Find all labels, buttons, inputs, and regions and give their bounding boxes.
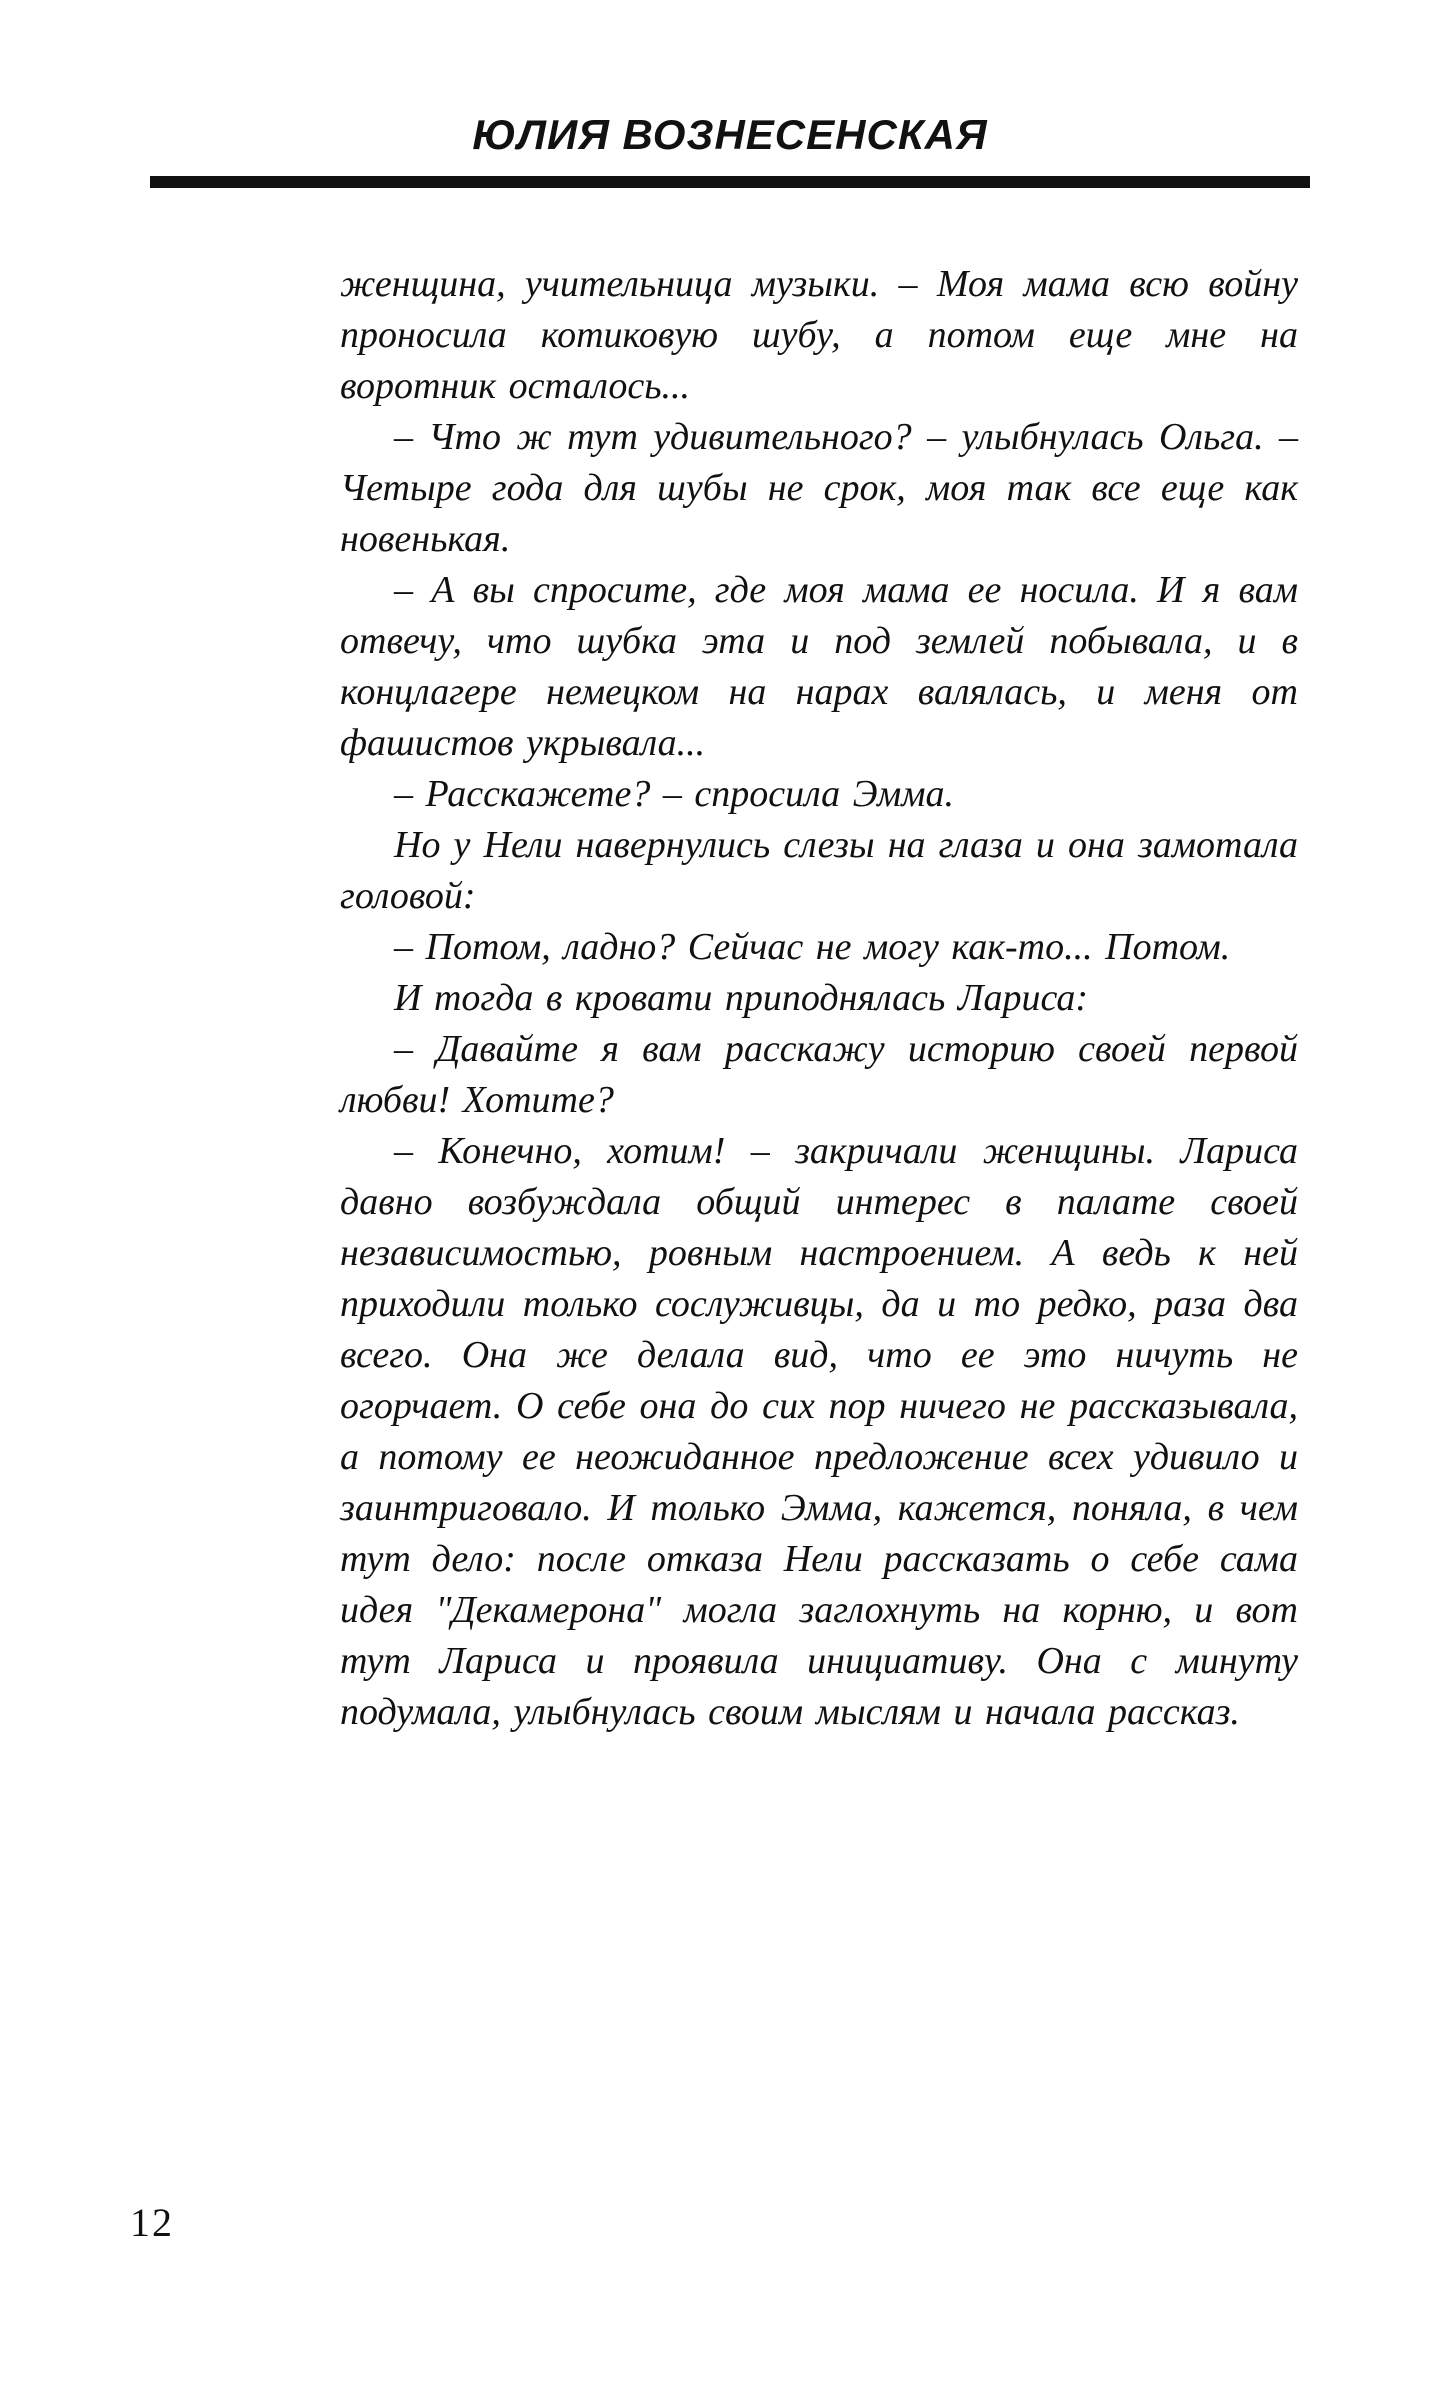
paragraph: – Конечно, хотим! – закричали женщины. Лариса давно возбуждала общий интерес в палате своей независимостью, ровным настроением. А ведь к ней приходили только сослуживцы, да и то редко, раза два всего. Она же делала вид, что ее это ничуть не огорчает. О себе она до сих пор ничего не рассказывала, а потому ее неожиданное предложение всех удивило и заинтриговало. И только Эмма, кажется, поняла, в чем тут дело: после отказа Нели рассказать о себе сама идея "Декамерона" могла заглохнуть на корню, и вот тут Лариса и проявила инициативу. Она с минуту подумала, улыбнулась своим мыслям и начала рассказ. xyxy=(340,1130,1298,1733)
paragraph: – Что ж тут удивительного? – улыбнулась Ольга. – Четыре года для шубы не срок, моя так все еще как новенькая. xyxy=(340,416,1298,560)
body-text xyxy=(340,259,1298,1738)
paragraph: И тогда в кровати приподнялась Лариса: xyxy=(394,977,1089,1019)
running-head-title: ЮЛИЯ ВОЗНЕСЕНСКАЯ xyxy=(472,111,988,158)
paragraph: – Давайте я вам расскажу историю своей первой любви! Хотите? xyxy=(340,1028,1298,1121)
header-rule xyxy=(150,176,1310,188)
paragraph: – Потом, ладно? Сейчас не могу как-то... Потом. xyxy=(394,926,1231,968)
paragraph: Но у Нели навернулись слезы на глаза и она замотала головой: xyxy=(340,824,1298,917)
page-number: 12 xyxy=(130,2200,174,2245)
paragraph-continued: женщина, учительница музыки. – Моя мама всю войну проносила котиковую шубу, а потом еще мне на воротник осталось... xyxy=(340,263,1298,407)
paragraph: – Расскажете? – спросила Эмма. xyxy=(394,773,954,815)
paragraph: – А вы спросите, где моя мама ее носила. И я вам отвечу, что шубка эта и под землей побывала, и в концлагере немецком на нарах валялась, и меня от фашистов укрывала... xyxy=(340,569,1298,764)
